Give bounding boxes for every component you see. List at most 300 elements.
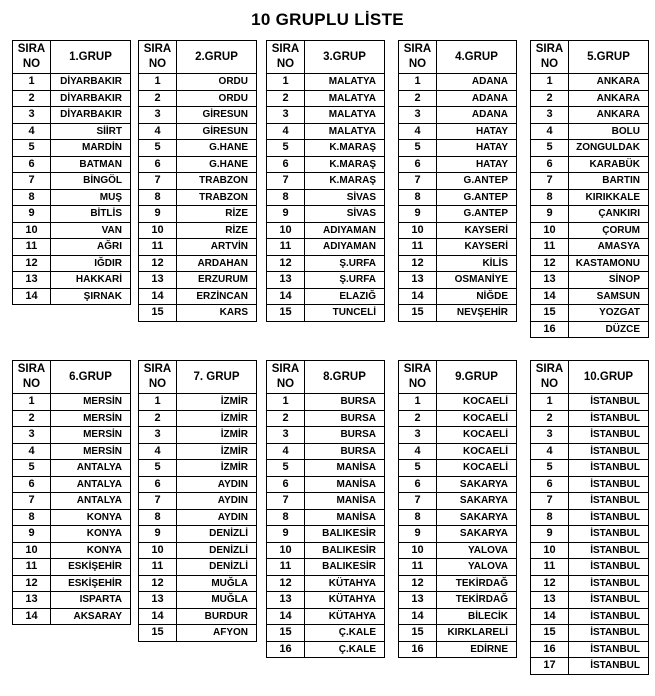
table-row: [399, 222, 517, 239]
header-sira-no: SIRA NO: [399, 361, 437, 394]
city-name: TEKİRDAĞ: [437, 575, 517, 592]
city-name: ELAZIĞ: [305, 288, 385, 305]
row-number: 10: [139, 222, 177, 239]
row-number: 4: [267, 443, 305, 460]
group-name: 7. GRUP: [177, 361, 257, 394]
city-name: HATAY: [437, 123, 517, 140]
row-number: 10: [531, 222, 569, 239]
city-name: ARTVİN: [177, 239, 257, 256]
row-number: 6: [139, 156, 177, 173]
group-name: 4.GRUP: [437, 41, 517, 74]
page-title: 10 GRUPLU LİSTE: [251, 10, 404, 29]
table-row: [139, 427, 257, 444]
row-number: 13: [267, 272, 305, 289]
row-number: 6: [13, 156, 51, 173]
table-row: [531, 90, 649, 107]
table-row: [531, 526, 649, 543]
city-name: SAKARYA: [437, 509, 517, 526]
city-name: KÜTAHYA: [305, 592, 385, 609]
table-row: [267, 74, 385, 91]
city-name: DENİZLİ: [177, 542, 257, 559]
city-name: İSTANBUL: [569, 460, 649, 477]
city-name: ISPARTA: [51, 592, 131, 609]
row-number: 13: [139, 592, 177, 609]
group-table-9: [398, 360, 517, 658]
row-number: 10: [399, 542, 437, 559]
row-number: 8: [267, 189, 305, 206]
group-name: 5.GRUP: [569, 41, 649, 74]
row-number: 4: [531, 123, 569, 140]
city-name: İSTANBUL: [569, 526, 649, 543]
city-name: SİİRT: [51, 123, 131, 140]
row-number: 6: [399, 156, 437, 173]
row-number: 11: [267, 559, 305, 576]
city-name: KARABÜK: [569, 156, 649, 173]
row-number: 15: [399, 625, 437, 642]
table-row: [13, 107, 131, 124]
row-number: 14: [139, 288, 177, 305]
city-name: ANKARA: [569, 74, 649, 91]
row-number: 7: [13, 173, 51, 190]
row-number: 5: [139, 140, 177, 157]
table-row: [13, 272, 131, 289]
city-name: MUŞ: [51, 189, 131, 206]
header-sira-no: SIRA NO: [531, 361, 569, 394]
row-number: 15: [267, 625, 305, 642]
city-name: IĞDIR: [51, 255, 131, 272]
row-number: 15: [399, 305, 437, 322]
row-number: 10: [531, 542, 569, 559]
city-name: AYDIN: [177, 493, 257, 510]
city-name: ADIYAMAN: [305, 222, 385, 239]
table-row: [13, 542, 131, 559]
row-number: 9: [13, 206, 51, 223]
table-row: [13, 173, 131, 190]
group-name: 2.GRUP: [177, 41, 257, 74]
table-row: [267, 443, 385, 460]
table-row: [139, 305, 257, 322]
row-number: 5: [139, 460, 177, 477]
table-row: [267, 592, 385, 609]
row-number: 8: [139, 189, 177, 206]
table-row: [139, 123, 257, 140]
city-name: BİLECİK: [437, 608, 517, 625]
row-number: 9: [267, 526, 305, 543]
city-name: BOLU: [569, 123, 649, 140]
table-row: [139, 460, 257, 477]
row-number: 2: [13, 90, 51, 107]
table-row: [267, 460, 385, 477]
table-row: [139, 222, 257, 239]
row-number: 12: [139, 255, 177, 272]
city-name: AYDIN: [177, 476, 257, 493]
city-name: MANİSA: [305, 493, 385, 510]
city-name: KÜTAHYA: [305, 575, 385, 592]
row-number: 6: [13, 476, 51, 493]
city-name: VAN: [51, 222, 131, 239]
row-number: 10: [139, 542, 177, 559]
table-row: [531, 443, 649, 460]
table-row: [399, 493, 517, 510]
city-name: BİTLİS: [51, 206, 131, 223]
city-name: KOCAELİ: [437, 460, 517, 477]
header-sira-no: SIRA NO: [13, 41, 51, 74]
city-name: İSTANBUL: [569, 427, 649, 444]
table-row: [267, 493, 385, 510]
header-sira-no: SIRA NO: [399, 41, 437, 74]
table-row: [399, 272, 517, 289]
row-number: 11: [531, 559, 569, 576]
city-name: OSMANİYE: [437, 272, 517, 289]
city-name: RİZE: [177, 222, 257, 239]
city-name: SAMSUN: [569, 288, 649, 305]
row-number: 1: [531, 394, 569, 411]
city-name: İSTANBUL: [569, 509, 649, 526]
city-name: MANİSA: [305, 476, 385, 493]
group-table-1: [12, 40, 131, 305]
row-number: 4: [399, 443, 437, 460]
group-table-10: [530, 360, 649, 675]
city-name: BURSA: [305, 427, 385, 444]
header-row: [139, 41, 257, 74]
table-row: [139, 288, 257, 305]
row-number: 13: [531, 592, 569, 609]
table-row: [399, 206, 517, 223]
row-number: 4: [13, 443, 51, 460]
row-number: 6: [267, 476, 305, 493]
table-row: [13, 74, 131, 91]
row-number: 16: [399, 641, 437, 658]
row-number: 5: [267, 460, 305, 477]
city-name: KIRKLARELİ: [437, 625, 517, 642]
row-number: 5: [531, 460, 569, 477]
table-row: [267, 156, 385, 173]
table-row: [267, 575, 385, 592]
city-name: KOCAELİ: [437, 410, 517, 427]
table-row: [139, 394, 257, 411]
row-number: 8: [531, 509, 569, 526]
row-number: 13: [13, 592, 51, 609]
row-number: 14: [399, 608, 437, 625]
city-name: İSTANBUL: [569, 493, 649, 510]
table-row: [531, 493, 649, 510]
table-row: [139, 206, 257, 223]
row-number: 16: [531, 321, 569, 338]
table-row: [13, 608, 131, 625]
table-row: [267, 526, 385, 543]
table-row: [531, 427, 649, 444]
table-row: [531, 288, 649, 305]
city-name: ANKARA: [569, 90, 649, 107]
city-name: ANTALYA: [51, 493, 131, 510]
table-row: [531, 658, 649, 675]
row-number: 14: [531, 608, 569, 625]
header-row: [139, 361, 257, 394]
table-row: [399, 156, 517, 173]
row-number: 14: [13, 288, 51, 305]
table-row: [267, 625, 385, 642]
row-number: 5: [267, 140, 305, 157]
row-number: 11: [13, 559, 51, 576]
header-sira-no: SIRA NO: [267, 41, 305, 74]
city-name: DENİZLİ: [177, 559, 257, 576]
row-number: 3: [267, 427, 305, 444]
row-number: 5: [13, 140, 51, 157]
table-row: [139, 608, 257, 625]
table-row: [139, 625, 257, 642]
table-row: [399, 255, 517, 272]
table-row: [13, 559, 131, 576]
row-number: 10: [267, 542, 305, 559]
row-number: 10: [399, 222, 437, 239]
table-row: [13, 509, 131, 526]
table-row: [267, 222, 385, 239]
city-name: K.MARAŞ: [305, 173, 385, 190]
row-number: 7: [531, 173, 569, 190]
table-row: [267, 255, 385, 272]
row-number: 10: [13, 222, 51, 239]
table-row: [13, 189, 131, 206]
city-name: ANTALYA: [51, 476, 131, 493]
city-name: YALOVA: [437, 542, 517, 559]
city-name: ÇANKIRI: [569, 206, 649, 223]
row-number: 6: [267, 156, 305, 173]
city-name: MERSİN: [51, 427, 131, 444]
city-name: BİNGÖL: [51, 173, 131, 190]
city-name: ŞIRNAK: [51, 288, 131, 305]
table-row: [531, 140, 649, 157]
city-name: YOZGAT: [569, 305, 649, 322]
city-name: SİVAS: [305, 206, 385, 223]
table-row: [267, 608, 385, 625]
table-row: [267, 206, 385, 223]
row-number: 7: [139, 493, 177, 510]
city-name: ORDU: [177, 74, 257, 91]
table-row: [139, 575, 257, 592]
table-row: [399, 189, 517, 206]
row-number: 8: [13, 189, 51, 206]
city-name: BARTIN: [569, 173, 649, 190]
table-row: [531, 74, 649, 91]
row-number: 11: [531, 239, 569, 256]
city-name: AYDIN: [177, 509, 257, 526]
city-name: İZMİR: [177, 460, 257, 477]
table-row: [531, 575, 649, 592]
table-row: [267, 410, 385, 427]
row-number: 4: [13, 123, 51, 140]
table-row: [13, 460, 131, 477]
row-number: 9: [531, 206, 569, 223]
row-number: 7: [267, 493, 305, 510]
table-row: [399, 140, 517, 157]
row-number: 13: [399, 272, 437, 289]
group-table-8: [266, 360, 385, 658]
row-number: 12: [531, 255, 569, 272]
table-row: [267, 272, 385, 289]
table-row: [531, 608, 649, 625]
table-row: [531, 410, 649, 427]
city-name: Ç.KALE: [305, 625, 385, 642]
row-number: 9: [399, 526, 437, 543]
header-sira-no: SIRA NO: [267, 361, 305, 394]
city-name: SİVAS: [305, 189, 385, 206]
table-row: [267, 288, 385, 305]
table-row: [13, 493, 131, 510]
row-number: 7: [139, 173, 177, 190]
city-name: ARDAHAN: [177, 255, 257, 272]
table-row: [399, 427, 517, 444]
row-number: 14: [399, 288, 437, 305]
table-row: [399, 460, 517, 477]
city-name: İSTANBUL: [569, 559, 649, 576]
city-name: İZMİR: [177, 410, 257, 427]
table-row: [531, 173, 649, 190]
table-row: [139, 239, 257, 256]
row-number: 1: [139, 394, 177, 411]
row-number: 2: [531, 90, 569, 107]
header-row: [13, 41, 131, 74]
table-row: [139, 526, 257, 543]
row-number: 10: [267, 222, 305, 239]
table-row: [13, 90, 131, 107]
city-name: KONYA: [51, 526, 131, 543]
row-number: 4: [139, 123, 177, 140]
city-name: KAYSERİ: [437, 239, 517, 256]
group-name: 9.GRUP: [437, 361, 517, 394]
city-name: KARS: [177, 305, 257, 322]
city-name: BALIKESİR: [305, 542, 385, 559]
row-number: 12: [531, 575, 569, 592]
group-name: 10.GRUP: [569, 361, 649, 394]
table-row: [531, 476, 649, 493]
table-row: [267, 123, 385, 140]
row-number: 15: [139, 625, 177, 642]
city-name: MARDİN: [51, 140, 131, 157]
row-number: 7: [531, 493, 569, 510]
city-name: İSTANBUL: [569, 410, 649, 427]
table-row: [531, 123, 649, 140]
city-name: KAYSERİ: [437, 222, 517, 239]
table-row: [267, 394, 385, 411]
city-name: İSTANBUL: [569, 476, 649, 493]
table-row: [531, 460, 649, 477]
row-number: 4: [139, 443, 177, 460]
group-table-5: [530, 40, 649, 338]
table-row: [399, 476, 517, 493]
city-name: SAKARYA: [437, 526, 517, 543]
city-name: KIRIKKALE: [569, 189, 649, 206]
row-number: 9: [267, 206, 305, 223]
row-number: 8: [399, 189, 437, 206]
row-number: 5: [531, 140, 569, 157]
city-name: AFYON: [177, 625, 257, 642]
row-number: 15: [139, 305, 177, 322]
table-row: [399, 559, 517, 576]
table-row: [399, 410, 517, 427]
table-row: [531, 305, 649, 322]
table-row: [267, 305, 385, 322]
city-name: KİLİS: [437, 255, 517, 272]
row-number: 14: [139, 608, 177, 625]
table-row: [267, 90, 385, 107]
city-name: ÇORUM: [569, 222, 649, 239]
row-number: 10: [13, 542, 51, 559]
row-number: 2: [139, 410, 177, 427]
city-name: KOCAELİ: [437, 394, 517, 411]
row-number: 7: [399, 173, 437, 190]
table-row: [13, 222, 131, 239]
row-number: 5: [399, 460, 437, 477]
row-number: 15: [531, 305, 569, 322]
city-name: İSTANBUL: [569, 542, 649, 559]
table-row: [13, 140, 131, 157]
row-number: 11: [399, 559, 437, 576]
city-name: MALATYA: [305, 107, 385, 124]
row-number: 11: [139, 239, 177, 256]
header-sira-no: SIRA NO: [531, 41, 569, 74]
city-name: İSTANBUL: [569, 658, 649, 675]
city-name: DENİZLİ: [177, 526, 257, 543]
row-number: 16: [531, 641, 569, 658]
row-number: 2: [13, 410, 51, 427]
row-number: 14: [267, 288, 305, 305]
city-name: MANİSA: [305, 509, 385, 526]
city-name: MALATYA: [305, 90, 385, 107]
row-number: 6: [531, 156, 569, 173]
city-name: MANİSA: [305, 460, 385, 477]
city-name: ESKİŞEHİR: [51, 575, 131, 592]
row-number: 13: [267, 592, 305, 609]
city-name: ERZURUM: [177, 272, 257, 289]
row-number: 9: [531, 526, 569, 543]
row-number: 3: [531, 427, 569, 444]
city-name: G.HANE: [177, 140, 257, 157]
table-row: [531, 272, 649, 289]
city-name: İSTANBUL: [569, 394, 649, 411]
row-number: 4: [531, 443, 569, 460]
city-name: MERSİN: [51, 443, 131, 460]
row-number: 1: [13, 74, 51, 91]
city-name: BURSA: [305, 410, 385, 427]
city-name: BURDUR: [177, 608, 257, 625]
table-row: [399, 394, 517, 411]
header-row: [531, 41, 649, 74]
city-name: BATMAN: [51, 156, 131, 173]
city-name: G.ANTEP: [437, 189, 517, 206]
table-row: [399, 625, 517, 642]
city-name: ESKİŞEHİR: [51, 559, 131, 576]
table-row: [531, 542, 649, 559]
city-name: İSTANBUL: [569, 608, 649, 625]
row-number: 3: [139, 107, 177, 124]
table-row: [267, 427, 385, 444]
table-row: [267, 542, 385, 559]
row-number: 12: [267, 255, 305, 272]
city-name: NİĞDE: [437, 288, 517, 305]
city-name: ADANA: [437, 90, 517, 107]
city-name: DİYARBAKIR: [51, 74, 131, 91]
group-table-4: [398, 40, 517, 322]
table-row: [13, 255, 131, 272]
row-number: 1: [399, 394, 437, 411]
row-number: 16: [267, 641, 305, 658]
table-row: [531, 509, 649, 526]
table-row: [399, 107, 517, 124]
city-name: G.ANTEP: [437, 206, 517, 223]
table-row: [139, 255, 257, 272]
row-number: 6: [139, 476, 177, 493]
city-name: İSTANBUL: [569, 625, 649, 642]
